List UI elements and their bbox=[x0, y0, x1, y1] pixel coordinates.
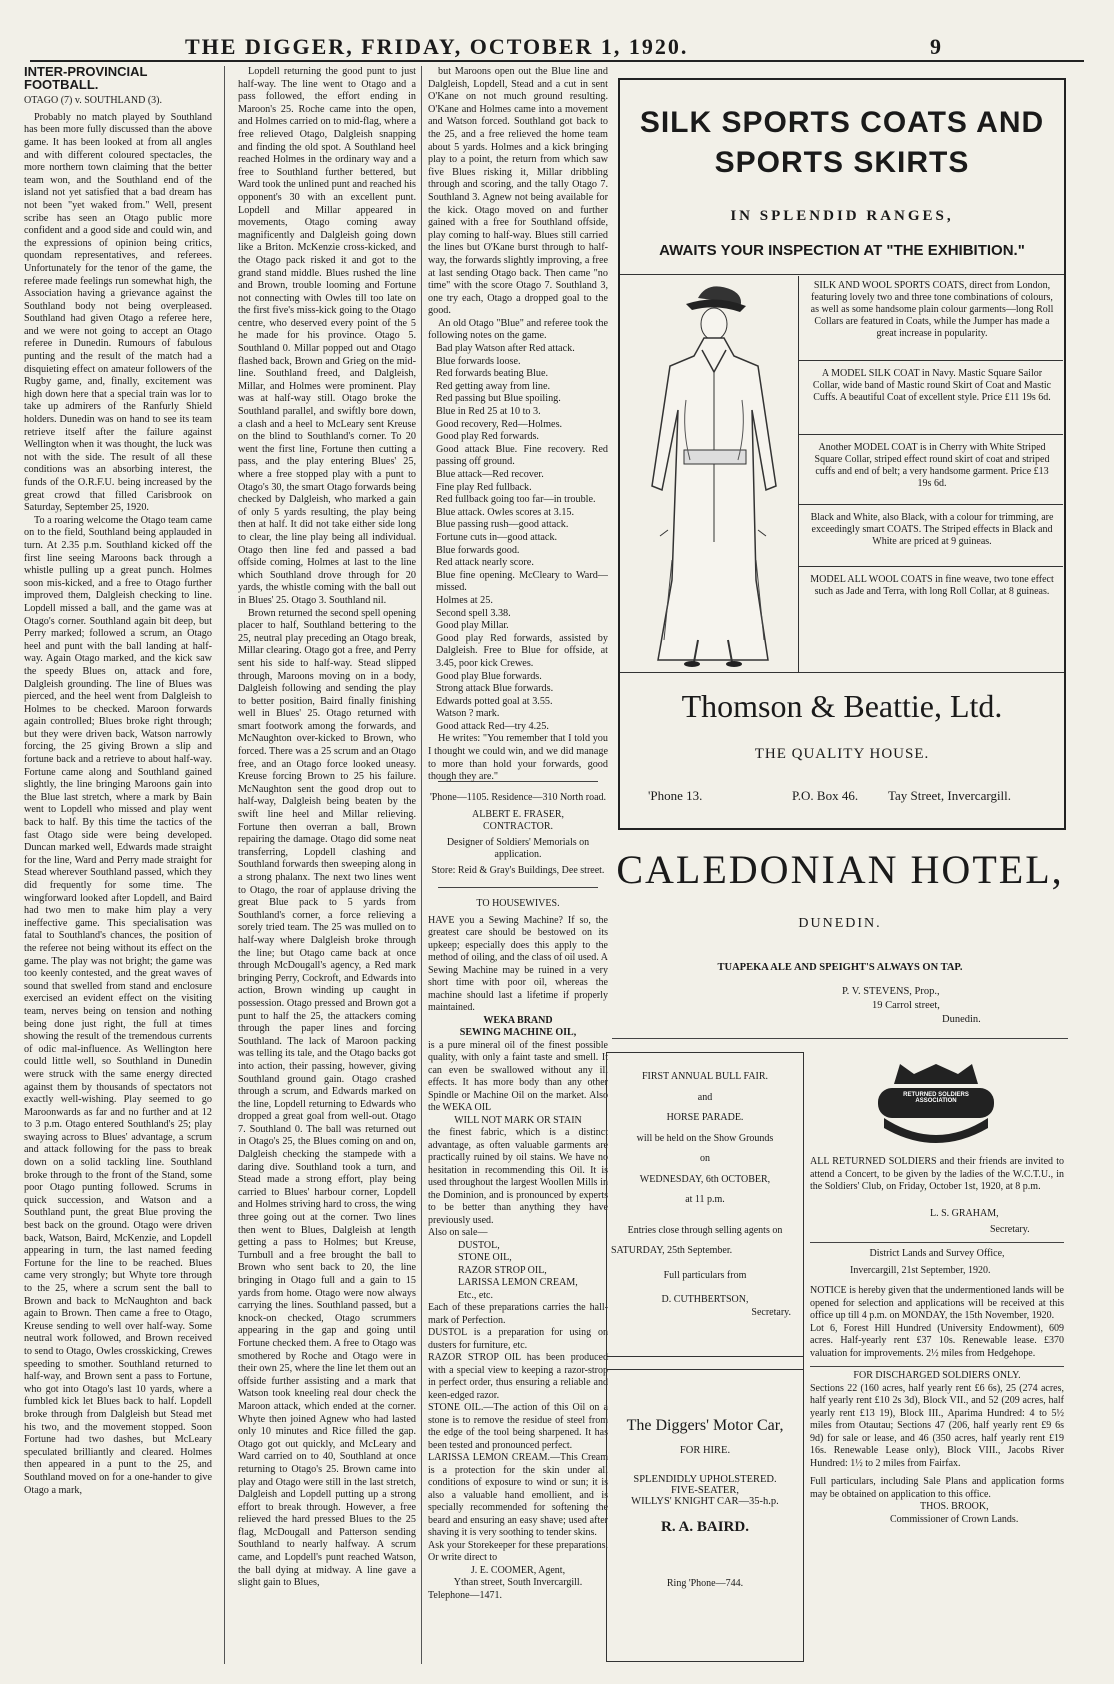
silk-awaits: AWAITS YOUR INSPECTION AT "THE EXHIBITION." bbox=[659, 242, 1025, 259]
note: Good attack Blue. Fine recovery. Red passing off ground. bbox=[436, 443, 608, 468]
housewives-ad bbox=[428, 898, 608, 1602]
fraser-role: CONTRACTOR. bbox=[482, 821, 554, 832]
right-notices bbox=[810, 1052, 1064, 1660]
column-divider bbox=[224, 66, 225, 1664]
weka-no-stain: WILL NOT MARK OR STAIN bbox=[454, 1114, 582, 1126]
caledonian-hotel-ad bbox=[612, 838, 1068, 1058]
lands-signature: THOS. BROOK, bbox=[920, 1501, 989, 1512]
quality-house: THE QUALITY HOUSE. bbox=[754, 746, 930, 762]
note: Blue in Red 25 at 10 to 3. bbox=[436, 406, 541, 418]
note: Red fullback going too far—in trouble. bbox=[436, 494, 596, 506]
note: Blue attack. Owles scores at 3.15. bbox=[436, 506, 575, 518]
product-item: LARISSA LEMON CREAM, bbox=[458, 1277, 578, 1288]
note: Fine play Red fullback. bbox=[436, 481, 532, 493]
note: Blue forwards loose. bbox=[436, 355, 521, 367]
rule bbox=[612, 1038, 1068, 1039]
article-paragraph: An old Otago "Blue" and referee took the following notes on the game. bbox=[428, 317, 608, 342]
ask-text: Ask your Storekeeper for these preparations. Or write direct to bbox=[428, 1539, 608, 1563]
hotel-proprietor: P. V. STEVENS, Prop., bbox=[842, 986, 940, 997]
weka-product: SEWING MACHINE OIL, bbox=[459, 1027, 577, 1038]
bull-l4: will be held on the Show Grounds bbox=[636, 1132, 774, 1144]
note: Blue passing rush—good attack. bbox=[436, 519, 569, 531]
fraser-name: ALBERT E. FRASER, bbox=[471, 808, 564, 820]
note: Blue fine opening. McCleary to Ward—missed. bbox=[436, 569, 608, 594]
lands-full: Full particulars, including Sale Plans and application forms may be obtained on application to this office. bbox=[810, 1476, 1064, 1500]
stone-text: STONE OIL.—The action of this Oil on a stone is to remove the residue of steel from the edge of the tool being sharpened. It has been tested and pronounced perfect. bbox=[428, 1402, 608, 1451]
firm-phone: 'Phone 13. bbox=[648, 788, 703, 803]
motor-hire: FOR HIRE. bbox=[679, 1445, 731, 1456]
note: Good attack Red—try 4.25. bbox=[436, 720, 549, 732]
fraser-ad bbox=[428, 792, 608, 877]
silk-item: Black and White, also Black, with a colour for trimming, are exceedingly smart COATS. The Striped effects in Black and White are priced at 9 guineas. bbox=[810, 512, 1054, 547]
note: Red passing but Blue spoiling. bbox=[436, 393, 561, 405]
agent-phone: Telephone—1471. bbox=[428, 1589, 503, 1601]
weka-desc: is a pure mineral oil of the finest possible quality, with only a faint taste and smell. It can even be swallowed without any ill effects. It has more body than any other Spindle or Machine Oil on the market. Also the WEKA OIL bbox=[428, 1039, 608, 1113]
lands-lot: Lot 6, Forest Hill Hundred (University Endowment), 609 acres. Half-yearly rent £37 10s. Renewable lease. £370 valuation for improvements. 2½ miles from Hedgehope. bbox=[810, 1322, 1064, 1359]
football-column-2 bbox=[238, 66, 416, 1664]
article-paragraph: He writes: "You remember that I told you I thought we could win, and we did manage to more than hold your forwards, good though they are." bbox=[428, 733, 608, 783]
lands-role: Commissioner of Crown Lands. bbox=[890, 1513, 1019, 1525]
product-item: STONE OIL, bbox=[458, 1252, 512, 1263]
note: Good play Red forwards. bbox=[436, 431, 539, 443]
product-item: DUSTOL, bbox=[458, 1239, 500, 1251]
silk-title-line1: SILK SPORTS COATS AND bbox=[639, 106, 1045, 139]
rule bbox=[620, 274, 1064, 275]
divider bbox=[438, 887, 598, 888]
note: Red attack nearly score. bbox=[436, 557, 534, 569]
rsa-badge-icon bbox=[870, 1058, 1002, 1150]
housewives-intro: HAVE you a Sewing Machine? If so, the greatest care should be bestowed on its upkeep; especially does this apply to the method of oiling, and the class of oil used. A Sewing Machine may be ruined in a very short time with poor oil, whereas the machine should last a lifetime if properly maintained. bbox=[428, 914, 608, 1013]
bull-l11: D. CUTHBERTSON, bbox=[661, 1294, 749, 1305]
football-heading: INTER-PROVINCIAL FOOTBALL. bbox=[24, 64, 148, 92]
dustol-text: DUSTOL is a preparation for using on dusters for furniture, etc. bbox=[428, 1327, 608, 1351]
page-number: 9 bbox=[930, 34, 941, 59]
fraser-phone: 'Phone—1105. Residence—310 North road. bbox=[429, 792, 607, 803]
note: Second spell 3.38. bbox=[436, 607, 511, 619]
hallmark-text: Each of these preparations carries the hall-mark of Perfection. bbox=[428, 1302, 608, 1326]
bull-l6: WEDNESDAY, 6th OCTOBER, bbox=[639, 1173, 771, 1185]
note: Red getting away from line. bbox=[436, 380, 551, 392]
note: Strong attack Blue forwards. bbox=[436, 683, 554, 695]
note: Fortune cuts in—good attack. bbox=[436, 531, 558, 543]
bull-l7: at 11 p.m. bbox=[685, 1194, 725, 1205]
hotel-city-2: Dunedin. bbox=[942, 1014, 981, 1025]
masthead-title: THE DIGGER, FRIDAY, OCTOBER 1, 1920. bbox=[185, 34, 689, 59]
fraser-store: Store: Reid & Gray's Buildings, Dee street. bbox=[431, 864, 605, 876]
larissa-text: LARISSA LEMON CREAM.—This Cream is a protection for the skin under all conditions of exposure to wind or sun; it is also a valuable hand emollient, and is specially recommended for softening the beard and ensuring an easy shave; used after shaving it is very soothing to tender skins. bbox=[428, 1452, 608, 1538]
note: Bad play Watson after Red attack. bbox=[436, 343, 575, 355]
also-on-sale: Also on sale— bbox=[428, 1227, 488, 1238]
article-paragraph: Lopdell returning the good punt to just half-way. The line went to Otago and a pass followed, the effort ending in Maroon's 25. Roche came into the open, and Holmes carried on to mid-flag, where a free relieved Otago, Dalgleish snapping and finding the old spot. A Southland heel reached Holmes in the ordinary way and a free to Southland further bettered, but Ward took the unlined punt and reached his opponent's 30 with an excellent punt. Lopdell and Millar appeared in movements, Otago coming away magnificently and Dalgleish going down like a Briton. McKenzie cross-kicked, and the Otago pack risked it and got to the grand stand middle. Blues rushed the line and Brown, trouble looming and Fortune not connecting with Owles till too late on the first five's miss-kick going to the Otago centre, who deserved every point of the 5 he made for his province. Otago 5. Southland 0. Millar popped out and Otago flashed back, Brown and Grieg on the mid-line. Southland freed, and Dalgleish, Millar, and Holmes were prominent. Play was at half-way still. Otago broke the Southland parallel, and swiftly bore down, a clash and a heel to McLeary sent Kreuse on the blind to Southland's corner. To 20 went the first line, Fortune then cutting a pass, and the play entering Blues' 25, where a free stopped play with a punt to Otago's 30, the smart Otago forwards being checked by Dalgleish, who marked a gain of only 5 yards resulting, the play being then at half. It did not take either side long to clear, the line play being all individual. Otago then line fed and passed a bad offside coming, Holmes at last to the line which Southland drove through for 20 yards, the whistle coming with the ball out in Blues' 25. Otago 3. Southland nil. bbox=[238, 66, 416, 606]
razor-text: RAZOR STROP OIL has been produced with a special view to keeping a razor-strop in perfect order, thus ensuring a reliable and keen-edged razor. bbox=[428, 1352, 608, 1401]
note: Blue forwards good. bbox=[436, 544, 520, 556]
hotel-address: 19 Carrol street, bbox=[872, 1000, 940, 1011]
rule bbox=[799, 434, 1063, 435]
weka-desc-2: the finest fabric, which is a distinct advantage, as often valuable garments are practically ruined by oil stains. We have no hesitation in recommending this Oil. It is used throughout the largest Woollen Mills in the Dominion, and is pronounced by experts to be better than anything they have previously used. bbox=[428, 1127, 608, 1226]
article-paragraph: To a roaring welcome the Otago team came on to the field, Southland being applauded in turn. At 2.35 p.m. Southland kicked off the first line seeing Maroons back through a whistle pulling up a great punch. Holmes soon mis-kicked, and a free to Otago further improved them, Dalgleish checking to line. Lopdell missed a ball, and the game was at Otago's corner. Southland again bit deep, but Perry marked; followed a scrum, an Otago heel and punt with the ball landing at half-way. Again Otago marked, and the kick saw the speedy Blues on, attack and fore, Dalgleish grounding. The line of Blues was pierced, and the heel went from Dalgleish to Holmes to be checked. Maroon forwards again controlled; Blues broke right through; but they were driven back, Watson narrowly forcing, the 25 giving Brown a slip and fortune back and a retrieve to about half-way. Fortune came along and Southland gained slightly, the line bringing Maroons gain into the Blue last stretch, where a mark by Bain went to Lopdell who missed and play went back to half. By this time the tactics of the fast Otago side were being developed. Duncan marked well, Edwards made straight for the line, Ward and Perry made straight for Stead wherever Southland passed, which they did frequently for some time. The wingforward looked after Lopdell, and Baird had two men to make him play a very ineffective game. This specialisation was fatal to Southland's chances, the position of the referee not being without its effect on the game. The play was not bright; the game was too keenly contested, and the great waves of sound that swelled from stand and enclosure exercised an evident effect on the visiting team, nerves being on tension and nothing being done just right, the full at times showing the result of the tremendous currents of odic mal-influence. As Wellington here could little well, so Southland in Dunedin were struck with the same energy directed against them by thousands of spectators not exactly well-wishing. Play seemed to go Maroonwards as far and no further and at 12 to 3 p.m. Otago entered Southland's 25; play swaying across to Blues' advantage, a scrum and attack following for the pass to break down on a solid tackling line. Southland broke through to the front of the Stand, some poor Otago punting followed. Scrums in quick succession, and Watson and a Southland punt, the great Blue proving the best back on the ground. Otago were driven back, Watson, Baird, McKenzie, and Lopdell appearing in turn, the last named feeding Fortune for the line to be reached. Blues came very strongly; but Whyte tore through to the 25, where a scrum sent the ball to Brown and back to McNaughton and back again to Brown. Then came a free to Otago, Kreuse sending to well over half-way. Some neutral work followed, and Brown received to send to Otago, Owles crosskicking, Crewes speeding to smother. Southland returned to half-way, and Brown sent a pass to Fortune, who got into Otago's last 10 yards, where a fumbled kick let Blues back to half. Lopdell broke through from Dalgleish but Stead met his two, and the movement stopped. Soon Fortune had two dashes, but McLeary speculated brilliantly and cleared. Holmes then appeared in a punt to the 25, and Southland moved on for a one-hander to give Otago a mark, bbox=[24, 514, 212, 1496]
bull-l2: and bbox=[697, 1091, 713, 1103]
note: Edwards potted goal at 3.55. bbox=[436, 695, 553, 707]
silk-item: A MODEL SILK COAT in Navy. Mastic Square Sailor Collar, wide band of Mastic round Skirt of Coat and Mastic Cuffs. A beautiful Coat of excellent style. Price £11 19s 6d. bbox=[812, 368, 1052, 403]
product-item: RAZOR STROP OIL, bbox=[458, 1264, 547, 1276]
motor-title: The Diggers' Motor Car, bbox=[626, 1417, 784, 1434]
silk-item: MODEL ALL WOOL COATS in fine weave, two tone effect such as Jade and Terra, with long Roll Collar, at 8 guineas. bbox=[810, 574, 1054, 597]
rule bbox=[799, 360, 1063, 361]
bull-l8: Entries close through selling agents on bbox=[627, 1224, 783, 1236]
football-continued bbox=[428, 66, 608, 783]
motor-car-ad bbox=[606, 1356, 804, 1662]
article-paragraph: Brown returned the second spell opening placer to half, Southland bettering to the 25, neutral play preceding an Otago break, Millar clearing. Otago got a free, and Perry sent his side to half-way. Stead slipped through, Maroons moving on in a body, Dalgleish following and sending the play to better position, Baird finally finishing well in Blues' 25. Otago returned with smart footwork among the forwards, and McNaughton over-kicked to Brown, who forced. There was a 25 scrum and an Otago free, and an Otago force looked uneasy. Kreuse forcing Brown to 25 his failure. McNaughton sent the good drop out to half-way, Dalgleish being beaten by the swift line heel and Millar relieving. Fortune then overran a ball, Brown repairing the damage. Otago did some neat transferring, Lopdell clashing and Southland forwards then sweeping along in a strong phalanx. The next two lines went to Otago, the roar of applause driving the great Blue pack to 5 yards from Southland's corner, a force relieving a sorely tried team. The 25 was mulled on to half-way where Dalgleish broke through the line; but Otago came back at once through McDougall's agency, a Red mark bringing Perry, Cockroft, and Edwards into action, Brown winding up caught in possession. Otago pressed and Brown got a punt to half the 25, the attackers coming through the paper lines and forcing Southland. The lack of Maroon packing was telling its tale, and the Otago backs got into action, their passing, however, giving Southland ground gain. Otago crashed through a scrum, and Edwards marked on the line, Lopdell returning to Edwards who dropped a great goal from well-out. Otago 7. Southland 0. The ball was returned out in Otago's 25, the Blues coming on and on, Dalgleish checking the stampede with a daring dive. Southland took a turn, and Stead made a strong effort, play being carried to Blues' harbour corner, Lopdell and Holmes striving hard to cross, the wing three going out at the corner. Two lines then went to Blues, Dalgleish at length getting a pass to Holmes; but Kreuse, Turnbull and a free brought the ball to Brown who sent back to 20, the line bringing in Otago full and a gain to 15 yards from home. Otago were now always carrying the lines. Southland passed, but a knock-on checked, Otago scrummers appearing in the gap and going until Fortune checked them. A free to Otago was smothered by Roche and Otago were in their own 25, where the line let them out an offside further assisting and a mark that Watson took kneeling real dour check the Maroon attack, which ended at the corner. Whyte then joined Agnew who had lasted only 10 minutes and Rice filled the gap. Otago got out quickly, and McLeary and Ward carried on to 40, Southland at once returning to Otago's 25. Brown came into play and Otago were still in the last stretch, Dalgleish and Lopdell putting up a strong effort to break through. However, a free relieved the hard pressed Blues to the 25 flag, McDougall and Patterson sending Southland to nearly halfway. A scrum came, and Lopdell's punt reached Watson, the ball dying at midway. A line gave a slight gain to Blues, bbox=[238, 607, 416, 1589]
column-divider bbox=[421, 66, 422, 1664]
rule bbox=[620, 672, 1064, 673]
silk-items bbox=[798, 276, 1063, 672]
note: Holmes at 25. bbox=[436, 594, 493, 606]
lands-fds: FOR DISCHARGED SOLDIERS ONLY. bbox=[853, 1370, 1021, 1381]
bull-l3: HORSE PARADE. bbox=[666, 1112, 744, 1123]
agent-name: J. E. COOMER, Agent, bbox=[470, 1564, 566, 1576]
article-paragraph: Probably no match played by Southland has been more fully discussed than the above game. It has been looked at from all angles and with different coloured spectacles, the more northern town claiming that the better team won, and the Southland end of the island not yet satisfied that a bad dream has not been "yet waked from." Well, present scribe has seen an Otago public more confident and a good side and could win, and the expressions of opinion being critics, quondam representatives, and referees. Unfortunately for the tenor of the game, the referee made feelings run somewhat high, the Association having a grievance against the Southland body not being overpleased. Southland had given Otago a referee here, and we were not going to accept an Otago referee in Dunedin. Rumours of fabulous punting and the result of the match had a disquieting effect on amateur followers of the Rugby game, and, finally, excitement was high down here that a special train was lor to take up admirers of the Ranfurly Shield holders. Dunedin was on hand to see its team retrieve itself after the failure against Wellington when it was thought, the luck was not with the side. The result of all these conditions was an absorbing interest, the funds of the O.R.F.U. being increased by the great crowd that filled Carisbrook on Saturday, September 25, 1920. bbox=[24, 111, 212, 514]
football-column-1 bbox=[24, 66, 212, 1664]
agent-address: Ythan street, South Invercargill. bbox=[453, 1577, 583, 1588]
note: Blue attack—Red recover. bbox=[436, 469, 544, 480]
rule bbox=[810, 1366, 1064, 1367]
note: Good play Millar. bbox=[436, 620, 509, 632]
bull-l1: FIRST ANNUAL BULL FAIR. bbox=[641, 1071, 769, 1082]
note: Watson ? mark. bbox=[436, 708, 500, 720]
page-header bbox=[0, 30, 1114, 60]
silk-ranges: IN SPLENDID RANGES, bbox=[730, 208, 954, 224]
hotel-name: CALEDONIAN HOTEL, bbox=[616, 847, 1064, 892]
bull-l5: on bbox=[700, 1153, 710, 1164]
weka-brand: WEKA BRAND bbox=[483, 1014, 553, 1026]
lands-date: Invercargill, 21st September, 1920. bbox=[850, 1264, 991, 1276]
rule bbox=[810, 1242, 1064, 1243]
housewives-heading: TO HOUSEWIVES. bbox=[476, 898, 560, 909]
header-rule bbox=[30, 60, 1084, 62]
motor-l1: SPLENDIDLY UPHOLSTERED. bbox=[633, 1474, 777, 1485]
note: Red forwards beating Blue. bbox=[436, 368, 549, 380]
bull-l9: SATURDAY, 25th September. bbox=[611, 1245, 733, 1256]
lands-office: District Lands and Survey Office, bbox=[869, 1248, 1005, 1259]
note: Good recovery, Red—Holmes. bbox=[436, 418, 563, 430]
bull-l10: Full particulars from bbox=[663, 1269, 747, 1281]
note: Good play Red forwards, assisted by Dalgleish. Free to Blue for offside, at 3.45, poor kick Crewes. bbox=[436, 632, 608, 669]
firm-box: P.O. Box 46. bbox=[792, 788, 859, 803]
rsa-signature: L. S. GRAHAM, bbox=[930, 1208, 999, 1219]
rsa-role: Secretary. bbox=[990, 1224, 1030, 1235]
referee-notes bbox=[428, 343, 608, 733]
lands-notice-text: NOTICE is hereby given that the undermentioned lands will be opened for selection and applications will be received at this office up till 4 p.m. on MONDAY, the 15th November, 1920. bbox=[810, 1285, 1064, 1321]
product-item: Etc., etc. bbox=[458, 1289, 493, 1301]
match-score: OTAGO (7) v. SOUTHLAND (3). bbox=[24, 95, 162, 107]
silk-item: Another MODEL COAT is in Cherry with White Striped Square Collar, striped effect round skirt of coat and striped cuffs and end of belt; a very handsome garment. Price £13 19s 6d. bbox=[814, 442, 1050, 489]
motor-ring: Ring 'Phone—744. bbox=[666, 1578, 744, 1589]
lands-notice bbox=[810, 1248, 1064, 1526]
motor-owner: R. A. BAIRD. bbox=[661, 1519, 749, 1535]
product-list bbox=[428, 1240, 608, 1303]
bull-l12: Secretary. bbox=[751, 1306, 791, 1318]
rule bbox=[799, 504, 1063, 505]
lands-sections: Sections 22 (160 acres, half yearly rent £6 6s), 25 (274 acres, half yearly rent £10 2s 3d), Block VII., and 52 (209 acres, half yearly rent £13 19), Block III., Aparima Hundred: 4 to 5½ miles from Otautau; Sections 47 (206, half yearly rent £9 6s 9d) for sale or lease, and 46 (350 acres, half yearly rent £19 16s. Renewable Lease only), Block VIII., Jacobs River Hundred: 1½ to 2 miles from Fairfax. bbox=[810, 1382, 1064, 1469]
motor-l2: FIVE-SEATER, bbox=[671, 1485, 739, 1496]
football-column-3 bbox=[428, 66, 608, 1664]
silk-coats-ad bbox=[618, 78, 1066, 830]
firm-name: Thomson & Beattie, Ltd. bbox=[681, 688, 1003, 724]
note: Good play Blue forwards. bbox=[436, 670, 542, 682]
hotel-ales: TUAPEKA ALE AND SPEIGHT'S ALWAYS ON TAP. bbox=[717, 962, 963, 973]
fraser-memorials: Designer of Soldiers' Memorials on application. bbox=[446, 836, 590, 860]
article-paragraph: but Maroons open out the Blue line and Dalgleish, Lopdell, Stead and a cut in sent O'Kane on not much ground resulting. O'Kane and Holmes came into a movement and Watson forced. Southland got back to the 25, and a free relieved the home team about 5 yards. Holmes and a kick bringing play to a point, the return from which saw five Blues risking it, Millar dribbling through and scoring, and the tally Otago 7. Southland 3. Agnew not being available for the kick. Otago moved on and further gained with a free for Southland offside, play coming to half-way. Blues still carried the lines but O'Kane burst through to half-way, the forwards slightly improving, a free at last sending Otago back. Then came "no time" with the score Otago 7. Southland 3, one try each, Otago a dropped goal to the good. bbox=[428, 66, 608, 317]
rule bbox=[799, 566, 1063, 567]
rsa-emblem-text: RETURNED SOLDIERS ASSOCIATION bbox=[903, 1092, 969, 1104]
motor-l3: WILLYS' KNIGHT CAR—35-h.p. bbox=[631, 1496, 779, 1507]
hotel-city: DUNEDIN. bbox=[798, 916, 882, 931]
silk-item: SILK AND WOOL SPORTS COATS, direct from London, featuring lovely two and three tone combinations of colours, as well as some handsome plain colour garments—long Roll Collars are featured in Coats, while the Jumper has made a great increase in popularity. bbox=[810, 280, 1054, 339]
woman-coat-illustration bbox=[628, 280, 796, 668]
bull-fair-ad bbox=[606, 1052, 804, 1370]
rsa-concert-text: ALL RETURNED SOLDIERS and their friends are invited to attend a Concert, to be given by the ladies of the W.C.T.U., in the Soldiers' Club, on Friday, October 1st, 1920, at 8 p.m. bbox=[810, 1156, 1064, 1192]
silk-title-line2: SPORTS SKIRTS bbox=[714, 146, 970, 179]
firm-address: Tay Street, Invercargill. bbox=[888, 788, 1012, 803]
